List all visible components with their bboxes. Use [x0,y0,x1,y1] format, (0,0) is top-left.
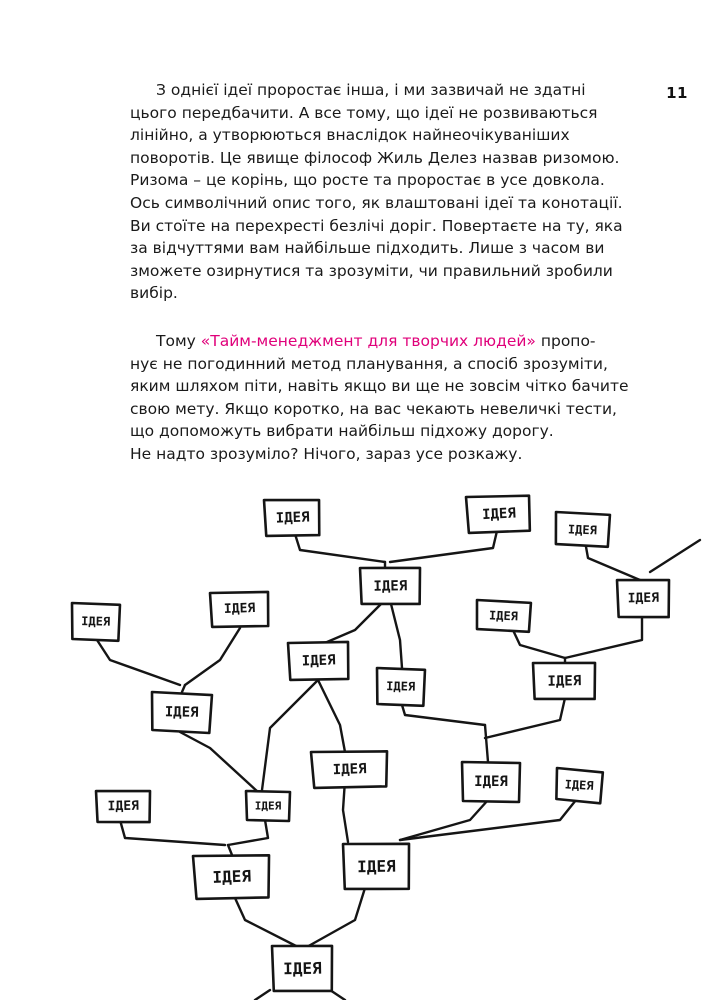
idea-box [264,498,320,537]
svg-text:ІДЕЯ: ІДЕЯ [301,652,336,670]
idea-box [96,790,151,823]
svg-text:ІДЕЯ: ІДЕЯ [164,704,199,721]
tree-branch [262,680,318,790]
tree-branch [402,705,485,725]
svg-text:ІДЕЯ: ІДЕЯ [81,614,111,629]
text-line: нує не погодинний метод планування, а спосіб зрозуміти, [130,354,608,373]
idea-box [272,945,333,992]
text-line: лінійно, а утворюються внаслідок найнеочікуваніших [130,126,570,145]
tree-branch [228,820,268,845]
idea-box [476,600,531,632]
tree-branch [485,698,565,738]
idea-box [555,512,610,547]
text-line: Не надто зрозуміло? Нічого, зараз усе розкажу. [130,444,523,463]
paragraph-rhizome [130,79,660,305]
idea-box [555,768,603,803]
svg-text:ІДЕЯ: ІДЕЯ [107,798,140,815]
idea-tree-diagram [0,480,702,1000]
idea-box [466,494,531,534]
svg-text:ІДЕЯ: ІДЕЯ [275,509,310,527]
tree-branch [228,845,232,855]
idea-box [210,591,269,628]
book-title-highlight: «Тайм-менеджмент для творчих людей» [200,332,536,350]
text-line: Ризома – це корінь, що росте та проростає в усе довкола. [130,171,605,190]
idea-box [71,603,120,641]
idea-box [193,853,270,900]
svg-text:ІДЕЯ: ІДЕЯ [254,799,282,813]
tree-branch [343,780,348,842]
svg-text:ІДЕЯ: ІДЕЯ [547,673,582,690]
tree-branch [120,820,225,845]
tree-branch [650,540,700,572]
svg-text:ІДЕЯ: ІДЕЯ [488,608,519,624]
text-line: поворотів. Це явище філософ Жиль Делез назвав ризомою. [130,148,620,167]
idea-box [462,762,520,802]
idea-box [343,843,410,890]
idea-box [246,791,290,821]
text-line [130,330,660,353]
text-line: вибір. [130,284,178,303]
paragraph-book-intro [130,330,660,466]
svg-text:ІДЕЯ: ІДЕЯ [356,856,396,877]
svg-text:ІДЕЯ: ІДЕЯ [386,679,416,694]
tree-branch [390,600,402,668]
idea-box [151,692,212,733]
text-line: свою мету. Якщо коротко, на вас чекають невеличкі тести, [130,399,617,418]
text-line: З однієї ідеї проростає інша, і ми зазвичай не здатні [156,81,586,99]
svg-text:ІДЕЯ: ІДЕЯ [564,777,594,793]
idea-box [617,579,670,618]
page-number: 11 [666,84,688,102]
svg-text:ІДЕЯ: ІДЕЯ [474,774,508,790]
idea-box [376,668,425,706]
text-line: Ви стоїте на перехресті безлічі доріг. Повертаєте на ту, яка [130,216,623,235]
tree-branch [485,725,488,762]
svg-text:ІДЕЯ: ІДЕЯ [282,958,322,979]
tree-branch [180,732,258,792]
tree-branch [235,898,300,948]
idea-box [533,662,596,700]
text-line: що допоможуть вибрати найбільш підхожу дорогу. [130,422,554,441]
tree-branch [255,990,270,1000]
svg-text:ІДЕЯ: ІДЕЯ [481,505,517,524]
idea-box [311,749,388,789]
idea-box [288,641,349,681]
text-line: зможете озирнутися та зрозуміти, чи правильний зробили [130,261,613,280]
tree-branch [185,628,240,685]
tree-branch [320,600,385,645]
svg-text:ІДЕЯ: ІДЕЯ [332,761,367,779]
text-line: за відчуттями вам найбільше підходить. Лише з часом ви [130,239,605,258]
svg-text:ІДЕЯ: ІДЕЯ [212,866,252,887]
svg-text:ІДЕЯ: ІДЕЯ [223,600,256,618]
text-line: цього передбачити. А все тому, що ідеї не розвиваються [130,103,598,122]
text-line: Ось символічний опис того, як влаштовані ідеї та конотації. [130,193,623,212]
svg-text:ІДЕЯ: ІДЕЯ [373,578,408,595]
svg-text:ІДЕЯ: ІДЕЯ [627,590,660,607]
tree-branch [97,640,180,685]
text-lead-tail: пропо- [535,332,596,350]
idea-box [360,567,421,605]
tree-branch [565,618,642,658]
svg-text:ІДЕЯ: ІДЕЯ [567,522,598,538]
tree-branch [182,685,185,692]
text-line: яким шляхом піти, навіть якщо ви ще не зовсім чітко бачите [130,377,629,396]
tree-branch [318,680,345,752]
tree-branch [305,888,365,948]
text-lead: Тому [156,332,201,350]
